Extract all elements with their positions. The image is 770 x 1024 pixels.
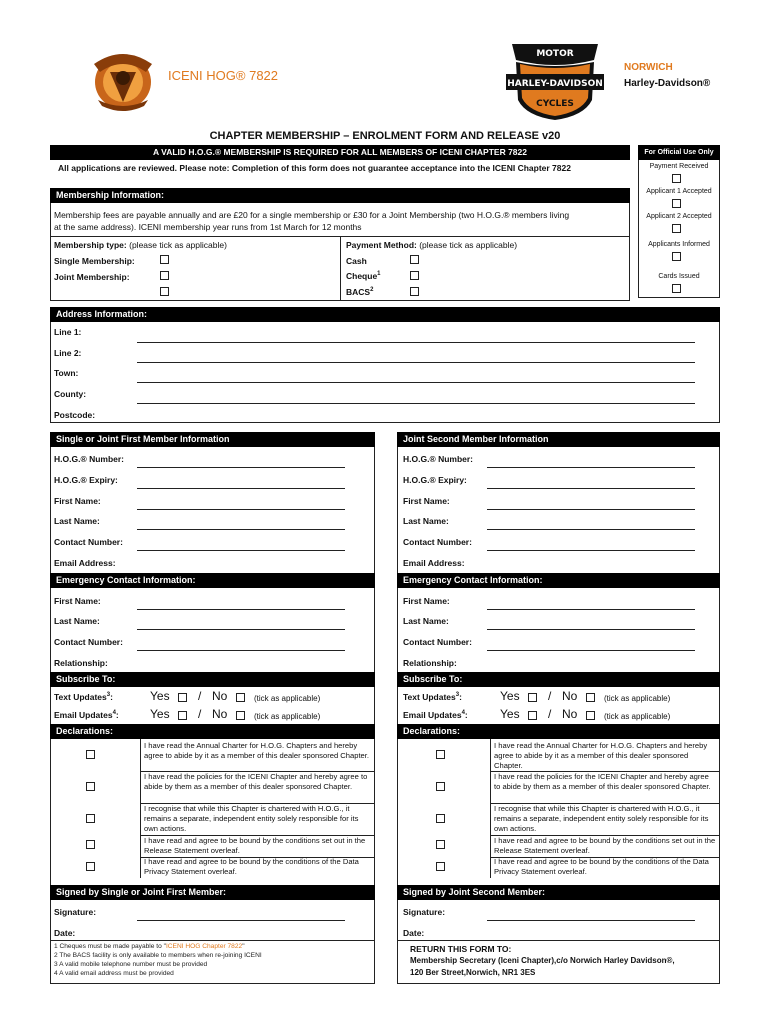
member1-header: Single or Joint First Member Information bbox=[50, 432, 375, 447]
official-applicant2-checkbox[interactable] bbox=[672, 224, 681, 233]
membership-type bbox=[54, 240, 227, 250]
m1-emergency-header: Emergency Contact Information: bbox=[50, 573, 375, 588]
m1-ec-contact-input[interactable] bbox=[137, 650, 345, 651]
harley-davidson-logo bbox=[504, 40, 606, 122]
m1-decl5-checkbox[interactable] bbox=[86, 862, 95, 871]
m1-contact-label: Contact Number: bbox=[54, 537, 123, 547]
m1-last-name-input[interactable] bbox=[137, 529, 345, 530]
cheque-checkbox[interactable] bbox=[410, 271, 419, 280]
address-county-label: County: bbox=[54, 389, 87, 399]
joint-membership-checkbox[interactable] bbox=[160, 271, 169, 280]
page-title: CHAPTER MEMBERSHIP – ENROLMENT FORM AND RELEASE v20 bbox=[209, 130, 561, 142]
m2-contact-input[interactable] bbox=[487, 550, 695, 551]
m2-decl1-text: I have read the Annual Charter for H.O.G. Chapters and hereby agree to abide by it as a member of this dealer sponsored Chapter. bbox=[494, 741, 708, 770]
membership-type-hint: (please tick as applicable) bbox=[129, 240, 227, 250]
m2-ec-last-name-label: Last Name: bbox=[403, 616, 449, 626]
m2-text-no: No bbox=[562, 689, 578, 703]
m2-decl5-text: I have read and agree to be bound by the conditions of the Data Privacy Statement overleaf. bbox=[494, 857, 709, 876]
m1-declarations-header: Declarations: bbox=[50, 724, 375, 739]
m1-signature-label: Signature: bbox=[54, 907, 97, 917]
m1-decl1-checkbox[interactable] bbox=[86, 750, 95, 759]
m2-ec-contact-input[interactable] bbox=[487, 650, 695, 651]
m1-email-yes-checkbox[interactable] bbox=[178, 711, 187, 720]
m1-email-tick-hint: (tick as applicable) bbox=[254, 712, 321, 721]
m1-ec-relationship-label: Relationship: bbox=[54, 658, 108, 668]
m1-hog-expiry-label: H.O.G.® Expiry: bbox=[54, 475, 118, 485]
member2-box bbox=[397, 432, 720, 984]
m2-hog-number-input[interactable] bbox=[487, 467, 695, 468]
m2-signed-header: Signed by Joint Second Member: bbox=[397, 885, 720, 900]
cheque-label: Cheque$^1$ bbox=[346, 271, 381, 281]
bacs-label: BACS$^2$ bbox=[346, 287, 374, 297]
return-title: RETURN THIS FORM TO: bbox=[410, 944, 512, 954]
m1-first-name-input[interactable] bbox=[137, 509, 345, 510]
m2-email-updates-text: Email Updates bbox=[403, 710, 462, 720]
footnote-1-post: " bbox=[242, 943, 245, 950]
official-cards-issued: Cards Issued bbox=[658, 273, 700, 280]
official-payment-received-checkbox[interactable] bbox=[672, 174, 681, 183]
m1-email-label: Email Address: bbox=[54, 558, 116, 568]
member2-header: Joint Second Member Information bbox=[397, 432, 720, 447]
m2-text-updates-label: Text Updates$^3$: bbox=[403, 692, 462, 702]
chapter-name: ICENI HOG® 7822 bbox=[168, 68, 279, 83]
m2-text-yes-checkbox[interactable] bbox=[528, 693, 537, 702]
m2-decl4-text: I have read and agree to be bound by the conditions set out in the Release Statement overleaf. bbox=[494, 836, 716, 855]
official-applicant2: Applicant 2 Accepted bbox=[646, 213, 712, 220]
m2-text-tick-hint: (tick as applicable) bbox=[604, 694, 671, 703]
city: NORWICH bbox=[624, 62, 673, 73]
official-cards-issued-checkbox[interactable] bbox=[672, 284, 681, 293]
m2-email-yes-checkbox[interactable] bbox=[528, 711, 537, 720]
m1-email-updates-text: Email Updates bbox=[54, 710, 113, 720]
m2-email-label: Email Address: bbox=[403, 558, 465, 568]
payment-method bbox=[346, 240, 517, 250]
m1-signature-input[interactable] bbox=[137, 920, 345, 921]
official-applicant1: Applicant 1 Accepted bbox=[646, 188, 712, 195]
bacs-checkbox[interactable] bbox=[410, 287, 419, 296]
m2-email-no: No bbox=[562, 707, 578, 721]
m1-text-no: No bbox=[212, 689, 228, 703]
m2-last-name-label: Last Name: bbox=[403, 516, 449, 526]
m1-decl2-checkbox[interactable] bbox=[86, 782, 95, 791]
m1-decl2-text: I have read the policies for the ICENI Chapter and hereby agree to abide by them as a member of this dealer sponsored Chapter. bbox=[144, 772, 368, 791]
m1-email-no: No bbox=[212, 707, 228, 721]
m2-first-name-label: First Name: bbox=[403, 496, 450, 506]
logo-motor-text: MOTOR bbox=[536, 49, 574, 59]
footnote-4: 4 A valid email address must be provided bbox=[54, 970, 174, 977]
m2-decl3-checkbox[interactable] bbox=[436, 814, 445, 823]
m2-decl4-checkbox[interactable] bbox=[436, 840, 445, 849]
m2-hog-number-label: H.O.G.® Number: bbox=[403, 454, 474, 464]
m2-decl5-checkbox[interactable] bbox=[436, 862, 445, 871]
address-town-label: Town: bbox=[54, 368, 79, 378]
m2-first-name-input[interactable] bbox=[487, 509, 695, 510]
membership-type-label: Membership type: bbox=[54, 240, 127, 250]
logo-cycles-text: CYCLES bbox=[536, 99, 574, 109]
m1-text-yes-checkbox[interactable] bbox=[178, 693, 187, 702]
official-applicants-informed-checkbox[interactable] bbox=[672, 252, 681, 261]
m1-first-name-label: First Name: bbox=[54, 496, 101, 506]
m2-text-slash: / bbox=[548, 689, 552, 703]
official-applicant1-checkbox[interactable] bbox=[672, 199, 681, 208]
m2-subscribe-header: Subscribe To: bbox=[397, 672, 720, 687]
notice-bar: A VALID H.O.G.® MEMBERSHIP IS REQUIRED FOR ALL MEMBERS OF ICENI CHAPTER 7822 bbox=[50, 145, 630, 160]
cheque-text: Cheque bbox=[346, 271, 378, 281]
return-line1: Membership Secretary (Iceni Chapter),c/o Norwich Harley Davidson®, bbox=[410, 956, 675, 965]
footnote-2: 2 The BACS facility is only available to members when re-joining ICENI bbox=[54, 952, 262, 959]
m1-text-yes: Yes bbox=[150, 689, 170, 703]
m2-ec-relationship-label: Relationship: bbox=[403, 658, 457, 668]
logo-hd-text: HARLEY-DAVIDSON bbox=[507, 79, 603, 89]
m2-signature-label: Signature: bbox=[403, 907, 446, 917]
footnote-1-highlight: ICENI HOG Chapter 7822 bbox=[165, 943, 243, 950]
m1-decl3-text: I recognise that while this Chapter is chartered with H.O.G., it remains a separate, independent entity solely responsible for its own actions. bbox=[144, 804, 359, 833]
m1-text-updates-text: Text Updates bbox=[54, 692, 107, 702]
m2-email-tick-hint: (tick as applicable) bbox=[604, 712, 671, 721]
m2-decl2-checkbox[interactable] bbox=[436, 782, 445, 791]
address-postcode-label: Postcode: bbox=[54, 410, 96, 420]
address-line2-input[interactable] bbox=[137, 362, 695, 363]
m1-hog-number-input[interactable] bbox=[137, 467, 345, 468]
membership-text: Membership fees are payable annually and are £20 for a single membership or £30 for a Joint Membership (two H.O.G.® members living at the same address). ICENI membership year runs from 1st March for 12 months bbox=[54, 210, 570, 232]
m2-hog-expiry-label: H.O.G.® Expiry: bbox=[403, 475, 467, 485]
return-line2: 120 Ber Street,Norwich, NR1 3ES bbox=[410, 968, 536, 977]
m2-text-updates-text: Text Updates bbox=[403, 692, 456, 702]
cash-checkbox[interactable] bbox=[410, 255, 419, 264]
m1-text-updates-label: Text Updates$^3$: bbox=[54, 692, 113, 702]
m1-bottom-sep bbox=[50, 940, 375, 941]
single-membership-checkbox[interactable] bbox=[160, 255, 169, 264]
m2-text-no-checkbox[interactable] bbox=[586, 693, 595, 702]
m1-signed-header: Signed by Single or Joint First Member: bbox=[50, 885, 375, 900]
m2-email-yes: Yes bbox=[500, 707, 520, 721]
m1-date-label: Date: bbox=[54, 928, 76, 938]
m1-decl5-text: I have read and agree to be bound by the conditions of the Data Privacy Statement overleaf. bbox=[144, 857, 359, 876]
bacs-text: BACS bbox=[346, 287, 371, 297]
m2-last-name-input[interactable] bbox=[487, 529, 695, 530]
m2-contact-label: Contact Number: bbox=[403, 537, 472, 547]
m1-ec-contact-label: Contact Number: bbox=[54, 637, 123, 647]
m2-bottom-sep bbox=[397, 940, 720, 941]
m1-subscribe-header: Subscribe To: bbox=[50, 672, 375, 687]
m1-decl4-checkbox[interactable] bbox=[86, 840, 95, 849]
m2-ec-first-name-input[interactable] bbox=[487, 609, 695, 610]
m2-decl1-checkbox[interactable] bbox=[436, 750, 445, 759]
bar-and-shield-icon bbox=[504, 40, 606, 122]
official-payment-received: Payment Received bbox=[649, 163, 709, 170]
cash-label: Cash bbox=[346, 256, 367, 266]
m1-ec-first-name-input[interactable] bbox=[137, 609, 345, 610]
address-line1-label: Line 1: bbox=[54, 327, 82, 337]
m1-hog-expiry-input[interactable] bbox=[137, 488, 345, 489]
joint-membership-label: Joint Membership: bbox=[54, 272, 130, 282]
m1-ec-first-name-label: First Name: bbox=[54, 596, 101, 606]
m2-email-updates-label: Email Updates$^4$: bbox=[403, 710, 468, 720]
address-box bbox=[50, 307, 720, 423]
m1-ec-last-name-input[interactable] bbox=[137, 629, 345, 630]
footnote-1-pre: 1 Cheques must be made payable to " bbox=[54, 943, 166, 950]
m1-text-no-checkbox[interactable] bbox=[236, 693, 245, 702]
m2-email-slash: / bbox=[548, 707, 552, 721]
m2-date-label: Date: bbox=[403, 928, 425, 938]
m2-hog-expiry-input[interactable] bbox=[487, 488, 695, 489]
iceni-logo-icon bbox=[88, 42, 158, 114]
m1-text-tick-hint: (tick as applicable) bbox=[254, 694, 321, 703]
footnote-3: 3 A valid mobile telephone number must be provided bbox=[54, 961, 208, 968]
m2-ec-contact-label: Contact Number: bbox=[403, 637, 472, 647]
m1-last-name-label: Last Name: bbox=[54, 516, 100, 526]
address-line2-label: Line 2: bbox=[54, 348, 82, 358]
m1-hog-number-label: H.O.G.® Number: bbox=[54, 454, 125, 464]
dealer: Harley-Davidson® bbox=[624, 78, 711, 89]
m1-decl4-text: I have read and agree to be bound by the conditions set out in the Release Statement overleaf. bbox=[144, 836, 366, 855]
address-county-input[interactable] bbox=[137, 403, 695, 404]
address-town-input[interactable] bbox=[137, 382, 695, 383]
m2-decl3-text: I recognise that while this Chapter is chartered with H.O.G., it remains a separate, independent entity solely responsible for its own actions. bbox=[494, 804, 709, 833]
membership-vdivider bbox=[340, 236, 341, 301]
iceni-logo bbox=[88, 42, 158, 114]
address-line1-input[interactable] bbox=[137, 342, 695, 343]
m2-declarations-header: Declarations: bbox=[397, 724, 720, 739]
official-applicants-informed: Applicants Informed bbox=[648, 241, 710, 248]
m2-ec-first-name-label: First Name: bbox=[403, 596, 450, 606]
m2-text-yes: Yes bbox=[500, 689, 520, 703]
membership-header: Membership Information: bbox=[50, 188, 630, 203]
m1-email-updates-label: Email Updates$^4$: bbox=[54, 710, 119, 720]
m2-emergency-header: Emergency Contact Information: bbox=[397, 573, 720, 588]
m1-email-slash: / bbox=[198, 707, 202, 721]
single-membership-label: Single Membership: bbox=[54, 256, 135, 266]
address-header: Address Information: bbox=[50, 307, 720, 322]
m1-contact-input[interactable] bbox=[137, 550, 345, 551]
m1-decl3-checkbox[interactable] bbox=[86, 814, 95, 823]
membership-extra-checkbox[interactable] bbox=[160, 287, 169, 296]
m1-email-yes: Yes bbox=[150, 707, 170, 721]
official-header: For Official Use Only bbox=[638, 145, 720, 160]
footnote-1 bbox=[54, 943, 374, 952]
m2-ec-last-name-input[interactable] bbox=[487, 629, 695, 630]
m2-email-no-checkbox[interactable] bbox=[586, 711, 595, 720]
m1-decl1-text: I have read the Annual Charter for H.O.G. Chapters and hereby agree to abide by it as a member of this dealer sponsored Chapter. bbox=[144, 741, 369, 760]
m1-email-no-checkbox[interactable] bbox=[236, 711, 245, 720]
payment-method-hint: (please tick as applicable) bbox=[419, 240, 518, 250]
m1-ec-last-name-label: Last Name: bbox=[54, 616, 100, 626]
m1-text-slash: / bbox=[198, 689, 202, 703]
m2-decl2-text: I have read the policies for the ICENI Chapter and hereby agree to abide by them as a member of this dealer sponsored Chapter. bbox=[494, 772, 711, 791]
payment-method-label: Payment Method: bbox=[346, 240, 417, 250]
notice-line: All applications are reviewed. Please note: Completion of this form does not guarantee acceptance into the ICENI Chapter 7822 bbox=[58, 163, 571, 173]
m2-signature-input[interactable] bbox=[487, 920, 695, 921]
